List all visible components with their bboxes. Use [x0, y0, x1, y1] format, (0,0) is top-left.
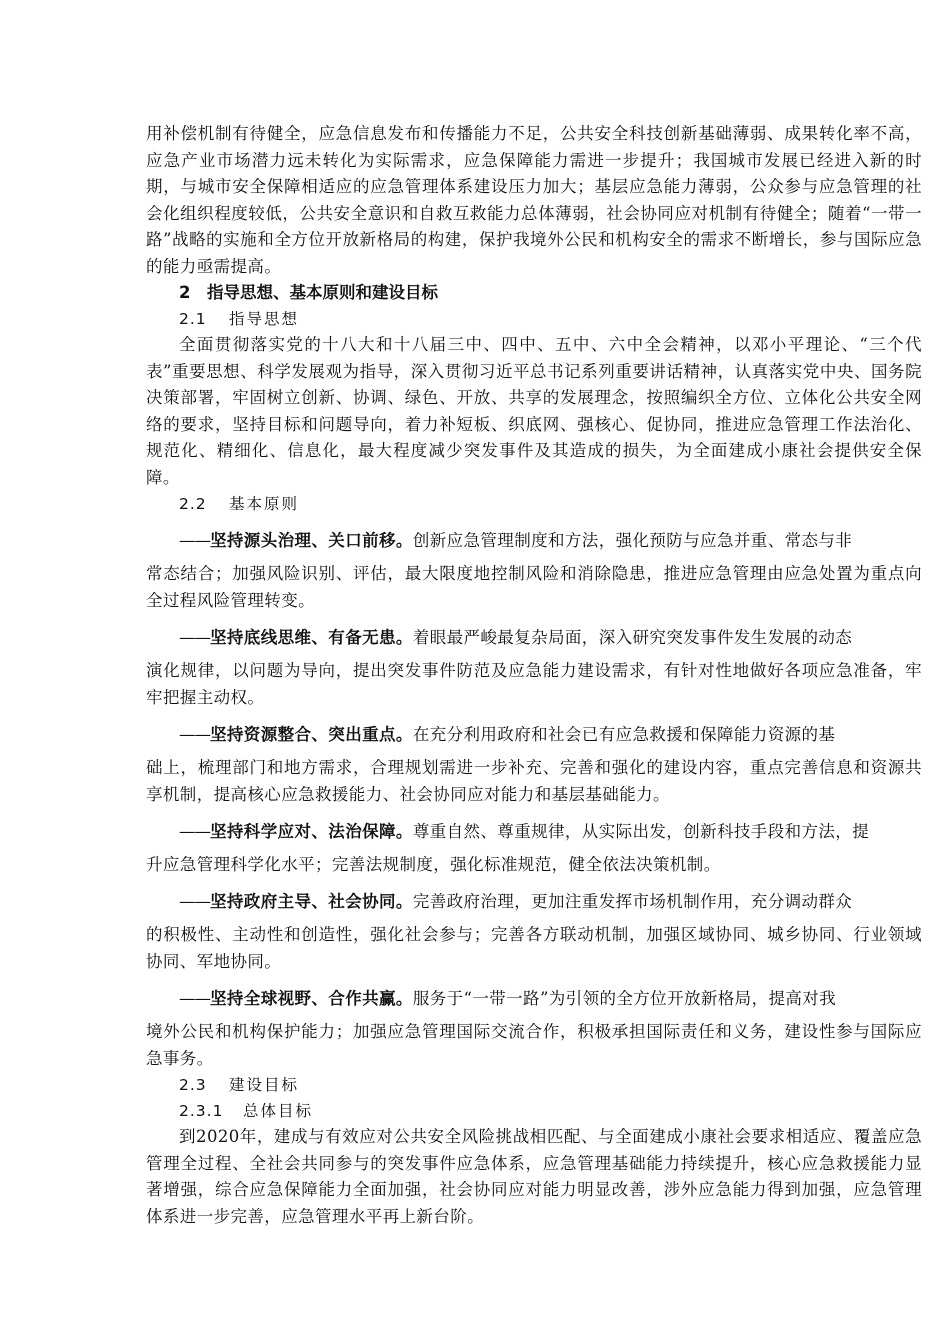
principle-item: [146, 525, 922, 614]
principle-lead-line: [146, 886, 922, 918]
section-2-1-heading: [146, 306, 922, 332]
principle-lead-line: [146, 816, 922, 848]
section-2-3-heading: [146, 1072, 922, 1098]
principle-body: 境外公民和机构保护能力；加强应急管理国际交流合作，积极承担国际责任和义务，建设性参与国际应急事务。: [146, 1022, 922, 1068]
section-number: 2.3: [179, 1076, 207, 1094]
principles-list: [146, 525, 922, 1072]
principle-lead-line: [146, 983, 922, 1015]
principle-dash: ——: [179, 725, 210, 744]
principle-body: 的积极性、主动性和创造性，强化社会参与；完善各方联动机制，加强区域协同、城乡协同、行业领域协同、军地协同。: [146, 925, 922, 971]
principle-title: 坚持底线思维、有备无患。: [210, 628, 413, 647]
principle-dash: ——: [179, 822, 210, 841]
principle-title: 坚持全球视野、合作共赢。: [210, 989, 413, 1008]
section-number: 2.2: [179, 495, 207, 513]
principle-lead-text: 在充分利用政府和社会已有应急救援和保障能力资源的基: [412, 725, 836, 744]
section-title: 总体目标: [243, 1102, 314, 1120]
section-2-2-heading: [146, 491, 922, 517]
section-number: 2.1: [179, 310, 207, 328]
section-title: 基本原则: [229, 495, 300, 513]
intro-paragraph: 用补偿机制有待健全，应急信息发布和传播能力不足，公共安全科技创新基础薄弱、成果转化率不高，应急产业市场潜力远未转化为实际需求，应急保障能力需进一步提升；我国城市发展已经进入新的时期，与城市安全保障相适应的应急管理体系建设压力加大；基层应急能力薄弱，公众参与应急管理的社会化组织程度较低，公共安全意识和自救互救能力总体薄弱，社会协同应对机制有待健全；随着“一带一路”战略的实施和全方位开放新格局的构建，保护我境外公民和机构安全的需求不断增长，参与国际应急的能力亟需提高。: [146, 124, 922, 276]
section-2-3-1-heading: [146, 1098, 922, 1124]
section-number: 2.3.1: [179, 1102, 224, 1120]
principle-title: 坚持科学应对、法治保障。: [210, 822, 413, 841]
principle-lead-line: [146, 719, 922, 751]
principle-dash: ——: [179, 989, 210, 1008]
document-page: [146, 121, 922, 1230]
section-2-heading: 2 指导思想、基本原则和建设目标: [179, 283, 438, 302]
principle-dash: ——: [179, 531, 210, 550]
principle-lead-line: [146, 525, 922, 557]
principle-lead-text: 完善政府治理，更加注重发挥市场机制作用，充分调动群众: [412, 892, 853, 911]
principle-item: [146, 719, 922, 808]
principle-item: [146, 816, 922, 878]
principle-body: 升应急管理科学化水平；完善法规制度，强化标准规范，健全依法决策机制。: [146, 855, 721, 874]
section-title: 建设目标: [229, 1076, 300, 1094]
overall-goal-paragraph: 到2020年，建成与有效应对公共安全风险挑战相匹配、与全面建成小康社会要求相适应、覆盖应急管理全过程、全社会共同参与的突发事件应急体系，应急管理基础能力持续提升，核心应急救援能力显著增强，综合应急保障能力全面加强，社会协同应对能力明显改善，涉外应急能力得到加强，应急管理体系进一步完善，应急管理水平再上新台阶。: [146, 1127, 922, 1226]
section-title: 指导思想: [229, 310, 300, 328]
principle-body: 础上，梳理部门和地方需求，合理规划需进一步补充、完善和强化的建设内容，重点完善信息和资源共享机制，提高核心应急救援能力、社会协同应对能力和基层基础能力。: [146, 758, 922, 804]
principle-lead-text: 着眼最严峻最复杂局面，深入研究突发事件发生发展的动态: [412, 628, 853, 647]
principle-lead-text: 创新应急管理制度和方法，强化预防与应急并重、常态与非: [412, 531, 853, 550]
principle-title: 坚持源头治理、关口前移。: [210, 531, 413, 550]
principle-item: [146, 886, 922, 975]
principle-item: [146, 622, 922, 711]
principle-lead-text: 服务于“一带一路”为引领的全方位开放新格局，提高对我: [412, 989, 837, 1008]
principle-title: 坚持资源整合、突出重点。: [210, 725, 413, 744]
principle-item: [146, 983, 922, 1072]
principle-body: 常态结合；加强风险识别、评估，最大限度地控制风险和消除隐患，推进应急管理由应急处置为重点向全过程风险管理转变。: [146, 564, 922, 610]
principle-dash: ——: [179, 628, 210, 647]
principle-title: 坚持政府主导、社会协同。: [210, 892, 413, 911]
principle-body: 演化规律，以问题为导向，提出突发事件防范及应急能力建设需求，有针对性地做好各项应急准备，牢牢把握主动权。: [146, 661, 922, 707]
principle-dash: ——: [179, 892, 210, 911]
principle-lead-line: [146, 622, 922, 654]
guiding-ideology-paragraph: 全面贯彻落实党的十八大和十八届三中、四中、五中、六中全会精神，以邓小平理论、“三个代表”重要思想、科学发展观为指导，深入贯彻习近平总书记系列重要讲话精神，认真落实党中央、国务院决策部署，牢固树立创新、协调、绿色、开放、共享的发展理念，按照编织全方位、立体化公共安全网络的要求，坚持目标和问题导向，着力补短板、织底网、强核心、促协同，推进应急管理工作法治化、规范化、精细化、信息化，最大程度减少突发事件及其造成的损失，为全面建成小康社会提供安全保障。: [146, 335, 922, 487]
principle-lead-text: 尊重自然、尊重规律，从实际出发，创新科技手段和方法，提: [412, 822, 870, 841]
